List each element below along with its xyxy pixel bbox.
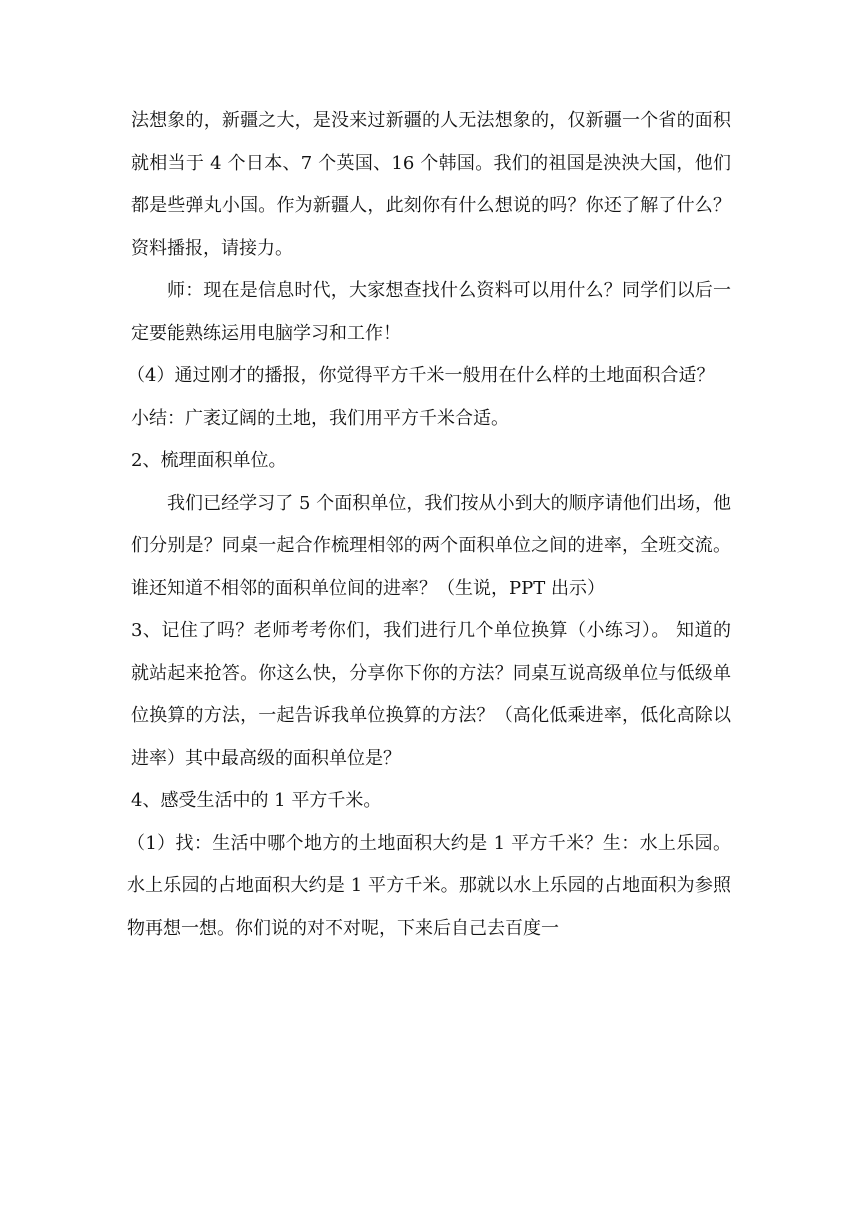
document-body — [127, 100, 731, 950]
paragraph-area-units: 我们已经学习了 5 个面积单位，我们按从小到大的顺序请他们出场，他们分别是？同桌一起合作梳理相邻的两个面积单位之间的进率，全班交流。谁还知道不相邻的面积单位间的进率？（生说，PPT 出示） — [131, 492, 731, 599]
paragraph-teacher-remark: 师：现在是信息时代，大家想查找什么资料可以用什么？同学们以后一定要能熟练运用电脑学习和工作！ — [131, 280, 731, 344]
section-heading-3: 3、记住了吗？老师考考你们，我们进行几个单位换算（小练习）。 知道的就站起来抢答。你这么快，分享你下你的方法？同桌互说高级单位与低级单位换算的方法，一起告诉我单位换算的方法？（高化低乘进率，低化高除以进率）其中最高级的面积单位是？ — [131, 620, 731, 769]
paragraph-summary: 小结：广袤辽阔的土地，我们用平方千米合适。 — [131, 407, 509, 429]
paragraph-question-4: （4）通过刚才的播报，你觉得平方千米一般用在什么样的土地面积合适？ — [127, 365, 715, 386]
paragraph-find-1: （1）找：生活中哪个地方的土地面积大约是 1 平方千米？生：水上乐园。水上乐园的占地面积大约是 1 平方千米。那就以水上乐园的占地面积为参照物再想一想。你们说的对不对呢，下来后自己去百度一 — [127, 832, 731, 939]
section-heading-2: 2、梳理面积单位。 — [131, 450, 287, 471]
paragraph-continuation: 法想象的，新疆之大，是没来过新疆的人无法想象的，仅新疆一个省的面积就相当于 4 个日本、7 个英国、16 个韩国。我们的祖国是泱泱大国，他们都是些弹丸小国。作为新疆人，此刻你有什么想说的吗？你还了解了什么？资料播报，请接力。 — [131, 110, 731, 259]
section-heading-4: 4、感受生活中的 1 平方千米。 — [131, 790, 382, 811]
